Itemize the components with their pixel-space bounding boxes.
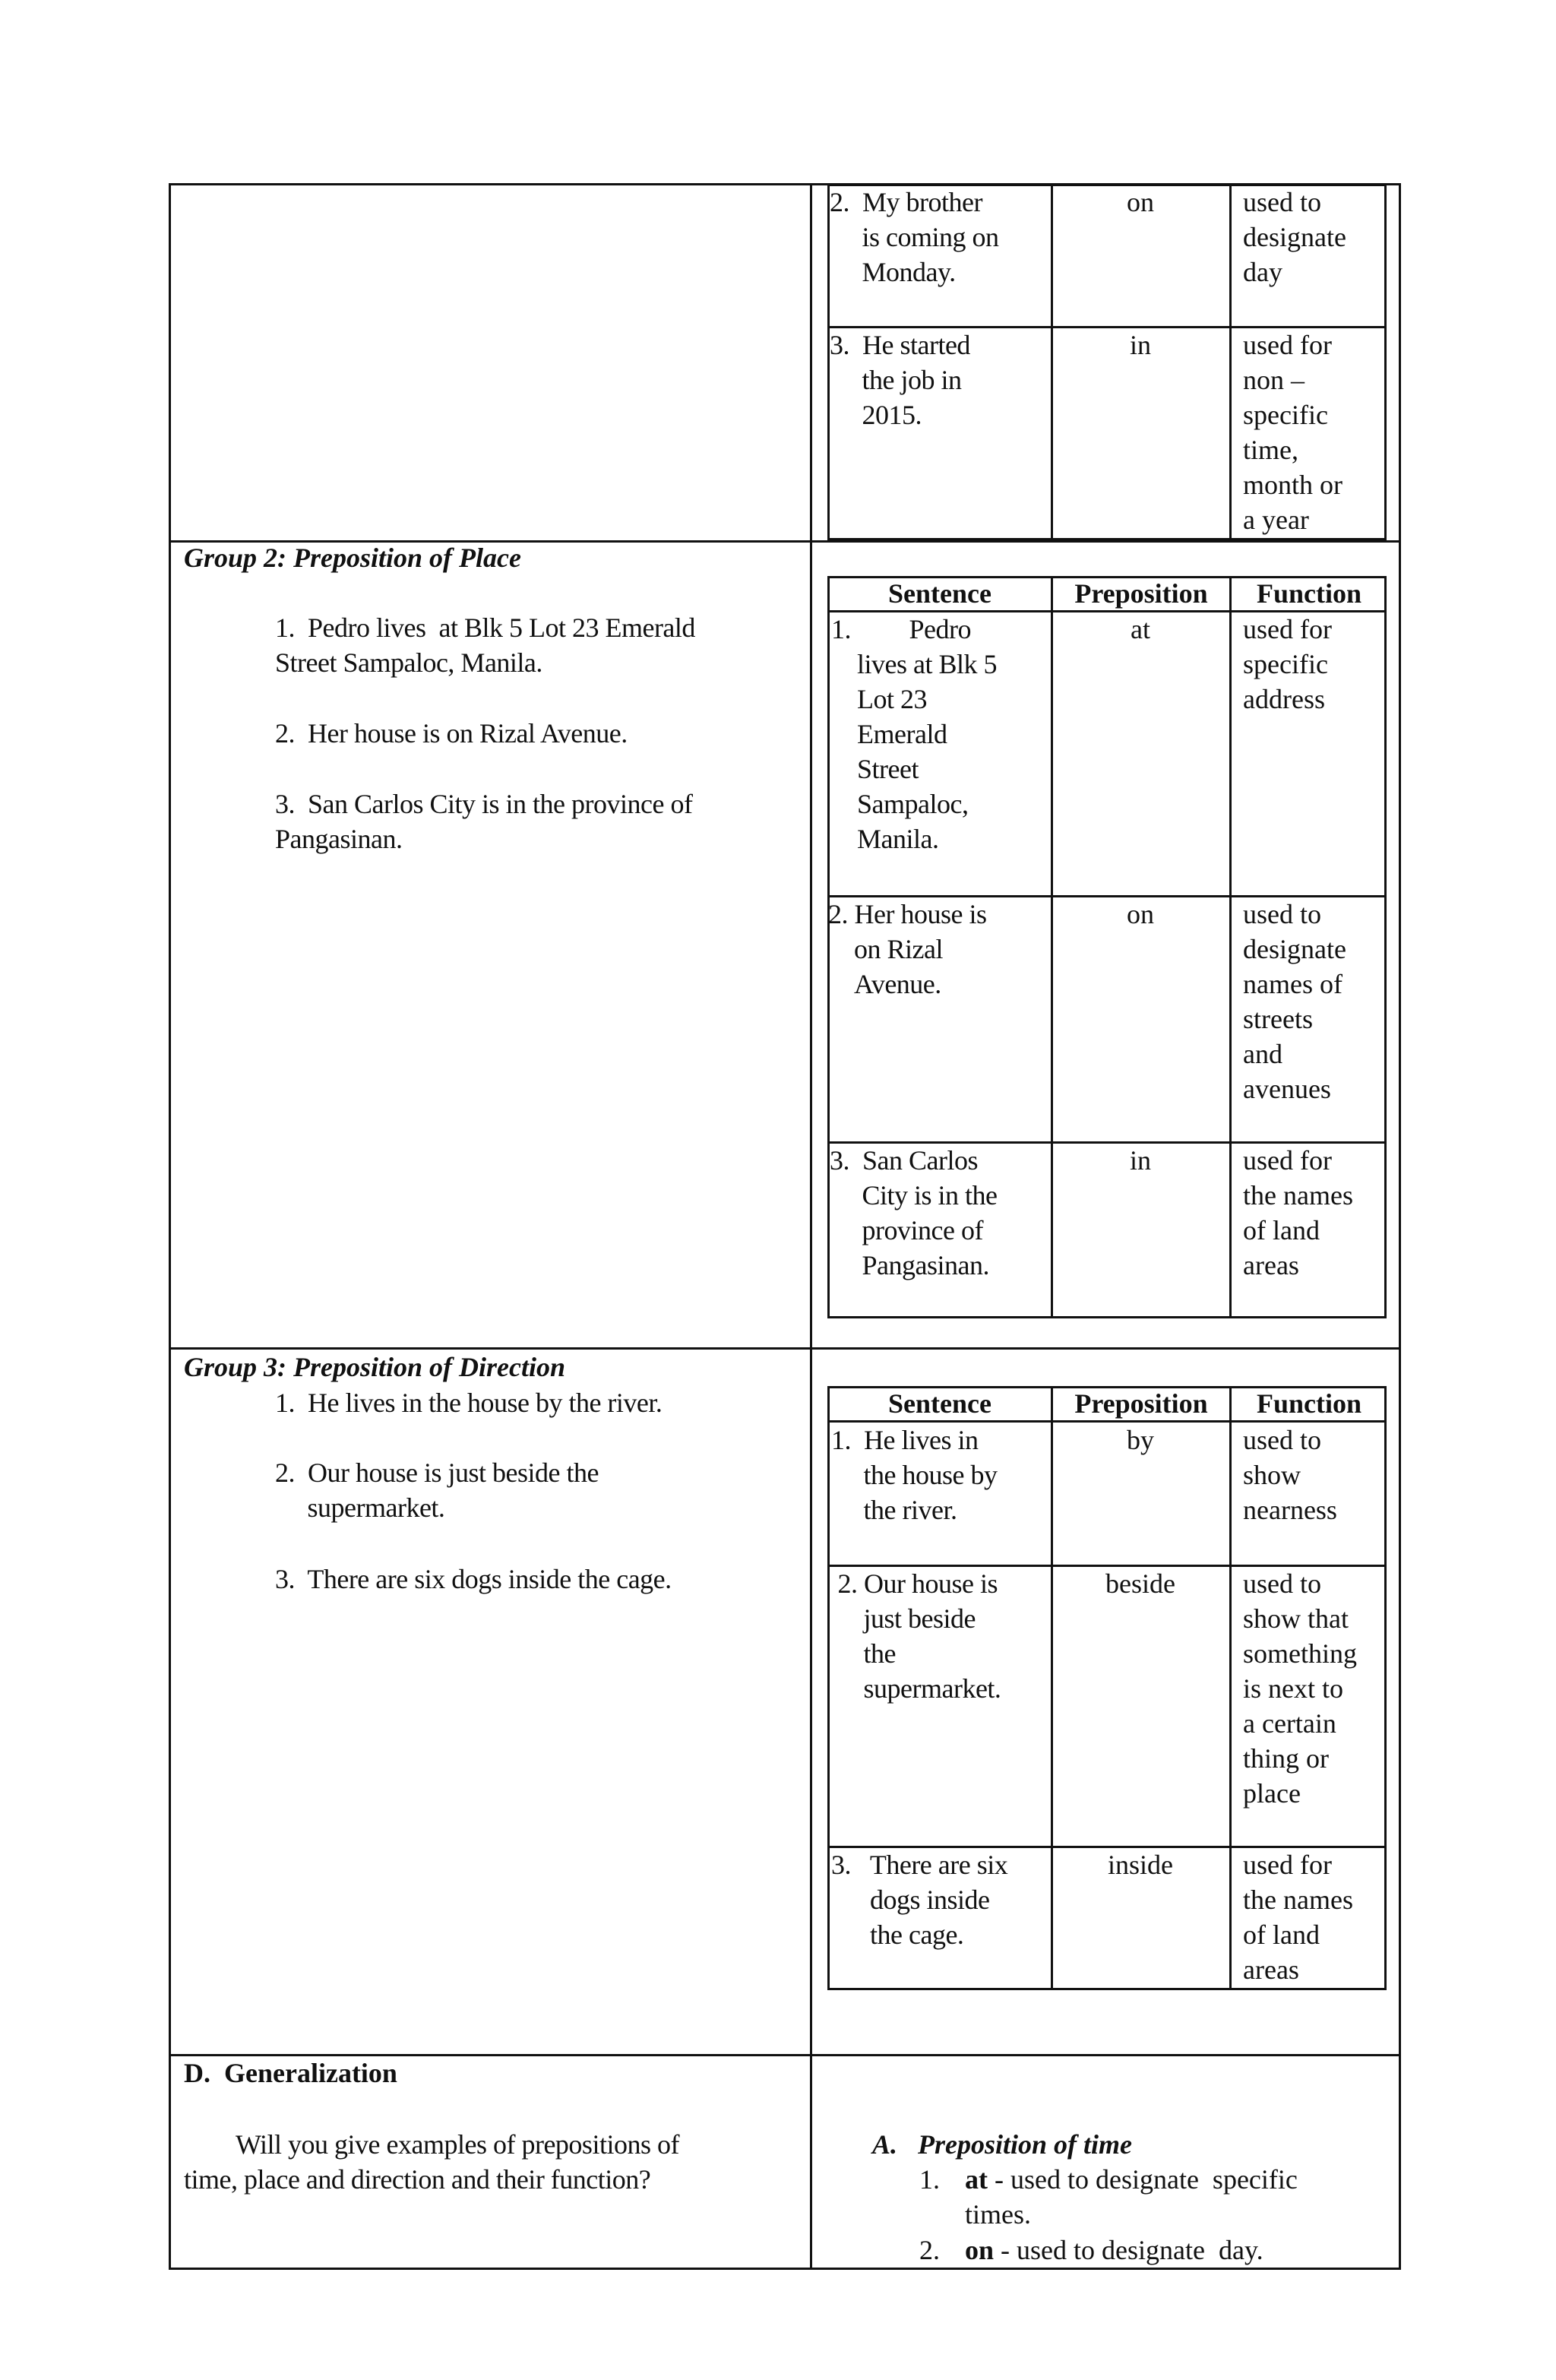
answer-1-keyword: at — [965, 2164, 988, 2195]
direction-sentence-3: 3. There are six dogs inside the cage. — [831, 1850, 1008, 1950]
direction-function-1: used to show nearness — [1243, 1425, 1337, 1525]
answer-1-number: 1. — [919, 2164, 940, 2195]
generalization-answer-heading: A. Preposition of time — [872, 2129, 1132, 2160]
time-preposition-2: on — [1127, 187, 1154, 217]
place-table-col-divider — [1229, 576, 1232, 1318]
direction-preposition-2: beside — [1105, 1568, 1175, 1599]
group2-item-2: 2. Her house is on Rizal Avenue. — [275, 718, 628, 748]
time-sentence-3: 3. He started the job in 2015. — [830, 330, 970, 430]
place-function-3: used for the names of land areas — [1243, 1145, 1353, 1280]
place-preposition-1: at — [1131, 614, 1150, 644]
place-function-2: used to designate names of streets and avenues — [1243, 899, 1346, 1104]
answer-2-description: - used to designate day. — [994, 2235, 1263, 2265]
group2-item-1: 1. Pedro lives at Blk 5 Lot 23 Emerald Street Sampaloc, Manila. — [275, 612, 695, 678]
direction-table-col-divider — [1051, 1386, 1053, 1990]
time-preposition-3: in — [1129, 330, 1151, 360]
place-preposition-3: in — [1129, 1145, 1151, 1176]
place-sentence-2: 2. Her house is on Rizal Avenue. — [828, 899, 987, 999]
time-function-2: used to designate day — [1243, 187, 1346, 287]
generalization-question: Will you give examples of prepositions of time, place and direction and their function? — [184, 2129, 679, 2195]
direction-preposition-1: by — [1127, 1425, 1154, 1455]
direction-table-col-divider — [1229, 1386, 1232, 1990]
place-header-function: Function — [1256, 578, 1362, 609]
direction-header-preposition: Preposition — [1074, 1388, 1208, 1419]
place-sentence-3: 3. San Carlos City is in the province of Pangasinan. — [830, 1145, 998, 1280]
place-table-col-divider — [1051, 576, 1053, 1318]
answer-1-text — [965, 2162, 1390, 2232]
column-divider — [810, 183, 812, 2270]
group2-item-3: 3. San Carlos City is in the province of Pangasinan. — [275, 789, 693, 854]
generalization-heading: D. Generalization — [184, 2058, 397, 2088]
group3-item-2: 2. Our house is just beside the supermarket. — [275, 1457, 599, 1523]
place-function-1: used for specific address — [1243, 614, 1332, 714]
time-table-col-divider — [1229, 184, 1232, 540]
group3-item-3: 3. There are six dogs inside the cage. — [275, 1564, 672, 1594]
time-sentence-2: 2. My brother is coming on Monday. — [830, 187, 999, 287]
place-preposition-2: on — [1127, 899, 1154, 929]
place-header-sentence: Sentence — [888, 578, 991, 609]
place-header-preposition: Preposition — [1074, 578, 1208, 609]
direction-header-sentence: Sentence — [888, 1388, 991, 1419]
answer-2-keyword: on — [965, 2235, 995, 2265]
direction-sentence-2: 2. Our house is just beside the supermarket. — [837, 1568, 1001, 1704]
place-sentence-1: 1. Pedro lives at Blk 5 Lot 23 Emerald Street Sampaloc, Manila. — [831, 614, 997, 854]
direction-function-3: used for the names of land areas — [1243, 1850, 1353, 1985]
group2-heading: Group 2: Preposition of Place — [184, 543, 521, 573]
direction-sentence-1: 1. He lives in the house by the river. — [831, 1425, 998, 1525]
direction-function-2: used to show that something is next to a certain thing or place — [1243, 1568, 1357, 1809]
group3-item-1: 1. He lives in the house by the river. — [275, 1388, 663, 1418]
answer-2-text — [965, 2233, 1390, 2268]
group3-heading: Group 3: Preposition of Direction — [184, 1352, 566, 1382]
direction-preposition-3: inside — [1108, 1850, 1173, 1880]
answer-2-number: 2. — [919, 2235, 940, 2265]
time-function-3: used for non – specific time, month or a year — [1243, 330, 1343, 535]
answer-1-description: - used to designate specific times. — [965, 2164, 1298, 2230]
direction-header-function: Function — [1256, 1388, 1362, 1419]
